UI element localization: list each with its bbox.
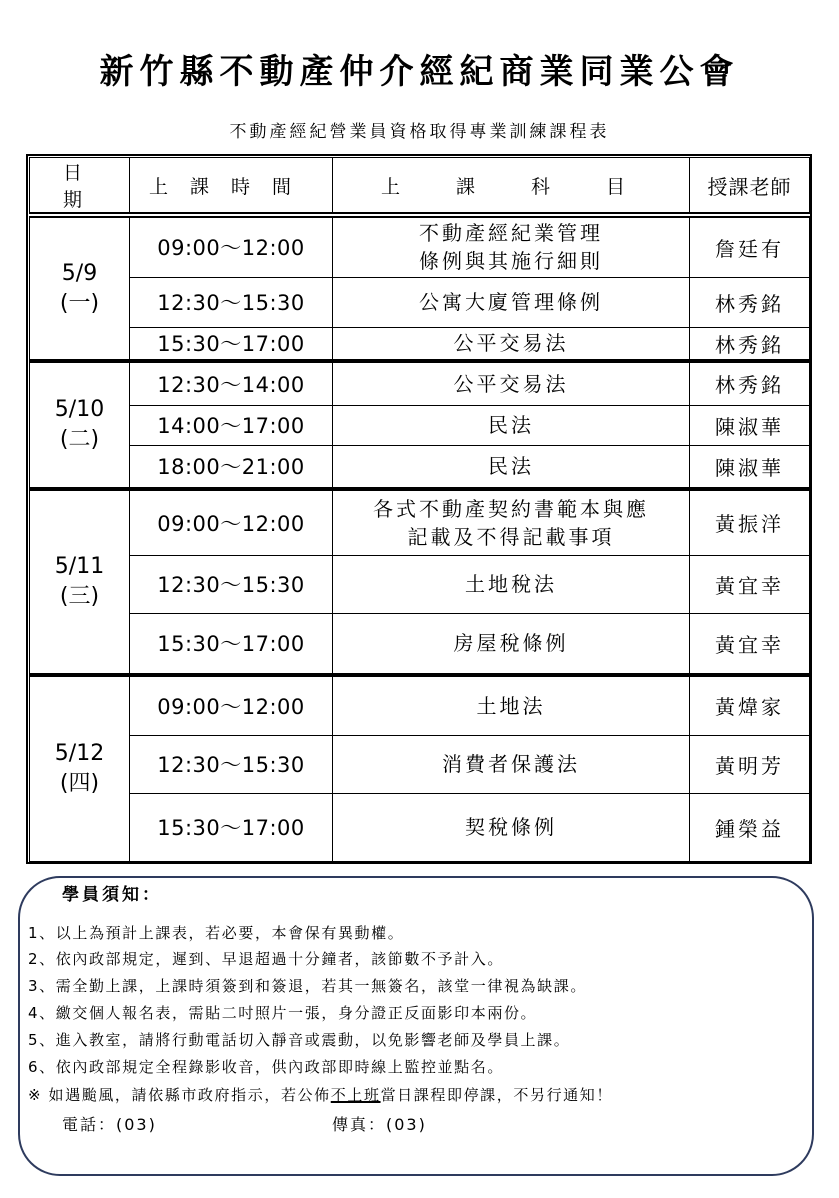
table-row xyxy=(30,277,810,327)
notice-item: 1、以上為預計上課表，若必要，本會保有異動權。 xyxy=(28,924,405,942)
header-date: 日期 xyxy=(30,158,130,216)
time-cell: 14:00～17:00 xyxy=(130,405,333,445)
table-row xyxy=(30,793,810,861)
header-subject: 上課科目 xyxy=(333,158,690,216)
weekday-label: (二) xyxy=(59,427,100,452)
subject-cell: 公寓大廈管理條例 xyxy=(333,277,690,327)
date-cell xyxy=(30,361,130,489)
teacher-cell: 林秀銘 xyxy=(690,277,810,327)
teacher-cell: 陳淑華 xyxy=(690,445,810,489)
subject-cell: 土地法 xyxy=(333,675,690,735)
typhoon-emphasis: 不上班 xyxy=(330,1086,381,1104)
phone-label: 電話：(03) xyxy=(62,1115,157,1134)
subject-cell xyxy=(333,489,690,555)
notice-item: 3、需全勤上課，上課時須簽到和簽退，若其一無簽名，該堂一律視為缺課。 xyxy=(28,977,587,995)
header-teacher: 授課老師 xyxy=(690,158,810,216)
subject-cell: 房屋稅條例 xyxy=(333,613,690,675)
table-row xyxy=(30,327,810,361)
notice-item: 6、依內政部規定全程錄影收音，供內政部即時線上監控並點名。 xyxy=(28,1058,504,1076)
subject-line: 不動產經紀業管理 xyxy=(419,221,603,246)
subject-line: 記載及不得記載事項 xyxy=(407,524,615,549)
notice-item: 4、繳交個人報名表，需貼二吋照片一張，身分證正反面影印本兩份。 xyxy=(28,1004,538,1022)
time-cell: 09:00～12:00 xyxy=(130,675,333,735)
time-cell: 09:00～12:00 xyxy=(130,489,333,555)
subject-cell xyxy=(333,215,690,277)
notice-item: 2、依內政部規定，遲到、早退超過十分鐘者，該節數不予計入。 xyxy=(28,950,504,968)
date-label: 5/12 xyxy=(54,740,105,766)
time-cell: 18:00～21:00 xyxy=(130,445,333,489)
weekday-label: (四) xyxy=(59,770,100,796)
teacher-cell: 林秀銘 xyxy=(690,361,810,405)
date-label: 5/9 xyxy=(61,260,98,286)
subject-line: 條例與其施行細則 xyxy=(419,249,603,274)
teacher-cell: 黃煒家 xyxy=(690,675,810,735)
table-row xyxy=(30,735,810,793)
table-row xyxy=(30,613,810,675)
header-time: 上課時間 xyxy=(130,158,333,216)
teacher-cell: 黃宜幸 xyxy=(690,613,810,675)
table-row xyxy=(30,445,810,489)
header-row xyxy=(30,158,810,216)
teacher-cell: 詹廷有 xyxy=(690,215,810,277)
date-cell xyxy=(30,675,130,861)
fax-label: 傳真：(03) xyxy=(332,1115,427,1134)
teacher-cell: 黃振洋 xyxy=(690,489,810,555)
time-cell: 15:30～17:00 xyxy=(130,327,333,361)
notice-heading: 學員須知： xyxy=(62,885,162,905)
teacher-cell: 黃明芳 xyxy=(690,735,810,793)
typhoon-notice xyxy=(28,1084,613,1105)
date-label: 5/10 xyxy=(54,397,105,422)
subject-cell: 消費者保護法 xyxy=(333,735,690,793)
teacher-cell: 鍾榮益 xyxy=(690,793,810,861)
teacher-cell: 林秀銘 xyxy=(690,327,810,361)
schedule-table xyxy=(29,157,810,862)
page-title: 新竹縣不動產仲介經紀商業同業公會 xyxy=(99,52,740,92)
weekday-label: (三) xyxy=(59,584,100,609)
subject-cell: 公平交易法 xyxy=(333,327,690,361)
subject-line: 各式不動產契約書範本與應 xyxy=(373,496,649,521)
subject-cell: 民法 xyxy=(333,405,690,445)
table-row xyxy=(30,555,810,613)
date-label: 5/11 xyxy=(54,554,105,579)
time-cell: 12:30～14:00 xyxy=(130,361,333,405)
table-row xyxy=(30,489,810,555)
time-cell: 15:30～17:00 xyxy=(130,793,333,861)
table-row xyxy=(30,405,810,445)
teacher-cell: 黃宜幸 xyxy=(690,555,810,613)
page-subtitle: 不動產經紀營業員資格取得專業訓練課程表 xyxy=(229,122,610,142)
subject-cell: 土地稅法 xyxy=(333,555,690,613)
table-row xyxy=(30,361,810,405)
time-cell: 15:30～17:00 xyxy=(130,613,333,675)
table-row xyxy=(30,675,810,735)
subject-cell: 公平交易法 xyxy=(333,361,690,405)
date-cell xyxy=(30,489,130,675)
teacher-cell: 陳淑華 xyxy=(690,405,810,445)
weekday-label: (一) xyxy=(59,290,100,316)
notice-item: 5、進入教室，請將行動電話切入靜音或震動，以免影響老師及學員上課。 xyxy=(28,1031,571,1049)
typhoon-prefix: ※ 如遇颱風，請依縣市政府指示，若公佈 xyxy=(28,1086,331,1104)
date-cell xyxy=(30,215,130,361)
table-row xyxy=(30,215,810,277)
time-cell: 12:30～15:30 xyxy=(130,555,333,613)
time-cell: 12:30～15:30 xyxy=(130,735,333,793)
time-cell: 12:30～15:30 xyxy=(130,277,333,327)
subject-cell: 契稅條例 xyxy=(333,793,690,861)
typhoon-suffix: 當日課程即停課，不另行通知！ xyxy=(380,1086,613,1104)
subject-cell: 民法 xyxy=(333,445,690,489)
time-cell: 09:00～12:00 xyxy=(130,215,333,277)
